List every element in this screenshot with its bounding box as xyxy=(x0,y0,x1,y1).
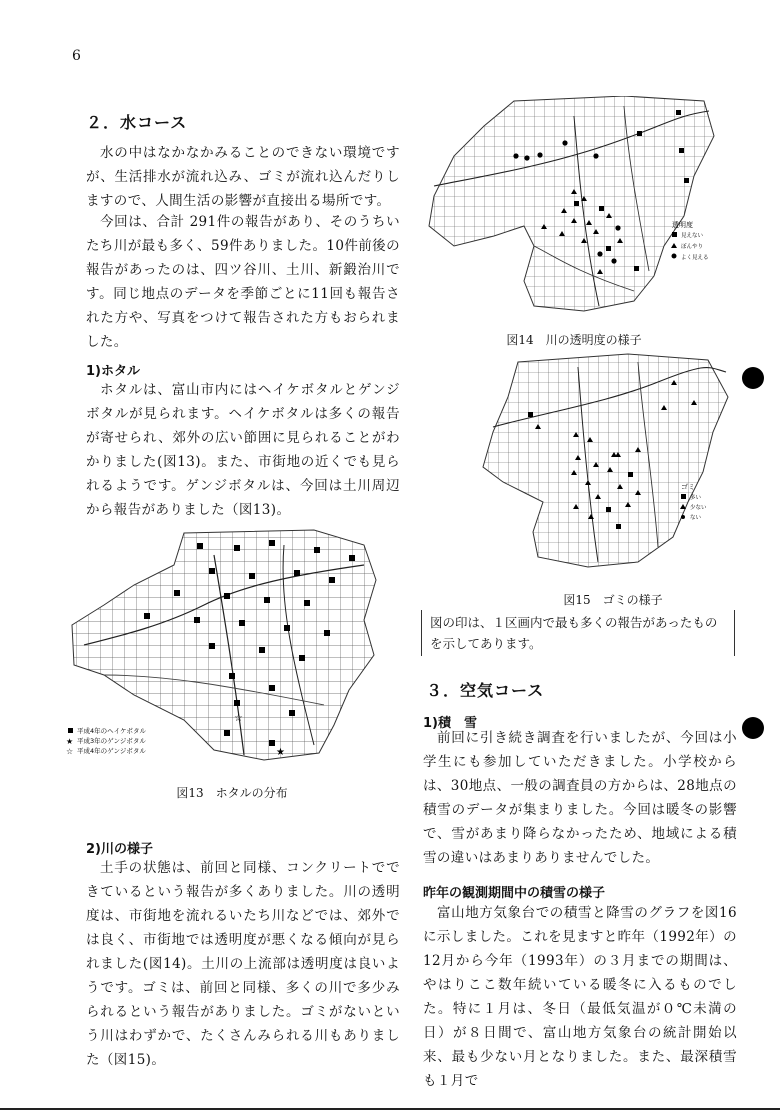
figure-14-map xyxy=(424,96,724,328)
svg-text:☆: ☆ xyxy=(66,747,74,756)
svg-text:よく見える: よく見える xyxy=(681,255,709,261)
kawa-paragraph: 土手の状態は、前回と同様、コンクリートでできているという報告が多くありました。川の透明度は、市街地を流れるいたち川などでは、郊外では良く、市街地では透明度が悪くなる傾向が見られました(図14)。土川の上流部は透明度は良いようです。ゴミは、前回と同様、多くの川で多少みられるという報告がありました。ゴミがないという川はわずかで、たくさんみられる川もありました（図15)。 xyxy=(86,860,400,1068)
svg-text:平成4年のゲンジボタル: 平成4年のゲンジボタル xyxy=(77,747,146,755)
svg-text:ぼんやり: ぼんやり xyxy=(681,244,704,250)
svg-text:ない: ない xyxy=(690,515,702,521)
section-2-title: ２．水コース xyxy=(86,113,188,132)
figure-note: 図の印は、１区画内で最も多くの報告があったものを示してあります。 xyxy=(421,610,735,656)
section-2-paragraph-1: 水の中はなかなかみることのできない環境ですが、生活排水が流れ込み、ゴミが流れ込んだりしますので、人間生活の影響が直接出る場所です。 xyxy=(86,145,400,209)
svg-text:少ない: 少ない xyxy=(690,505,707,511)
figure-14-caption: 図14 川の透明度の様子 xyxy=(506,333,642,347)
hotaru-heading: 1)ホタル xyxy=(86,364,140,379)
observation-paragraph: 富山地方気象台での積雪と降雪のグラフを図16に示しました。これを見ますと昨年（1992年）の12月から今年（1993年）の３月までの期間は、やはりここ数年続いている暖冬に入るものでした。特に１月は、冬日（最低気温が０℃未満の日）が８日間で、富山地方気象台の統計開始以来、最も少ない月となりました。また、最深積雪も１月で xyxy=(423,905,737,1089)
snow-paragraph: 前回に引き続き調査を行いましたが、今回は小学生にも参加していただきました。小学校からは、30地点、一般の調査員の方からは、28地点の積雪のデータが集まりました。今回は暖冬の影響で、雪があまり降らなかったため、地域による積雪の違いはあまりありませんでした。 xyxy=(423,730,737,866)
figure-13-map xyxy=(64,525,400,775)
svg-text:ゴミ: ゴミ xyxy=(681,483,695,491)
figure-13-legend xyxy=(66,726,147,756)
svg-text:多い: 多い xyxy=(690,495,702,501)
hotaru-paragraph: ホタルは、富山市内にはヘイケボタルとゲンジボタルが見られます。ヘイケボタルは多くの報告が寄せられ、郊外の広い節囲に見られることがわかりました(図13)。また、市街地の近くでも見られるようです。ゲンジボタルは、今回は土川周辺から報告がありました（図13)。 xyxy=(86,382,400,518)
page-number: 6 xyxy=(72,48,81,64)
binder-hole-top xyxy=(742,367,764,389)
section-3-title: ３．空気コース xyxy=(426,681,545,700)
svg-text:平成3年のゲンジボタル: 平成3年のゲンジボタル xyxy=(77,737,146,745)
section-2-paragraph-2: 今回は、合計 291件の報告があり、そのうちいたち川が最も多く、59件ありました。10件前後の報告があったのは、四ツ谷川、土川、新鍛治川です。同じ地点のデータを季節ごとに11回も報告された方や、写真をつけて報告された方もおられました。 xyxy=(86,214,400,350)
snow-heading: 1)積 雪 xyxy=(423,716,477,731)
kawa-heading: 2)川の様子 xyxy=(86,842,153,857)
observation-heading: 昨年の観測期間中の積雪の様子 xyxy=(423,886,606,901)
svg-text:★: ★ xyxy=(66,737,74,746)
svg-text:透明度: 透明度 xyxy=(672,221,693,229)
binder-hole-bottom xyxy=(742,717,764,739)
svg-text:平成4年のヘイケボタル: 平成4年のヘイケボタル xyxy=(77,727,147,735)
genji-1992-marker: ★ xyxy=(276,747,285,758)
figure-15-map xyxy=(478,352,748,584)
genji-1993-marker: ☆ xyxy=(234,713,243,724)
figure-15-caption: 図15 ゴミの様子 xyxy=(563,593,663,607)
figure-13-caption: 図13 ホタルの分布 xyxy=(176,786,288,800)
figure-14-legend xyxy=(671,220,709,261)
svg-text:見えない: 見えない xyxy=(681,233,704,239)
page-bottom-edge xyxy=(0,1108,780,1110)
